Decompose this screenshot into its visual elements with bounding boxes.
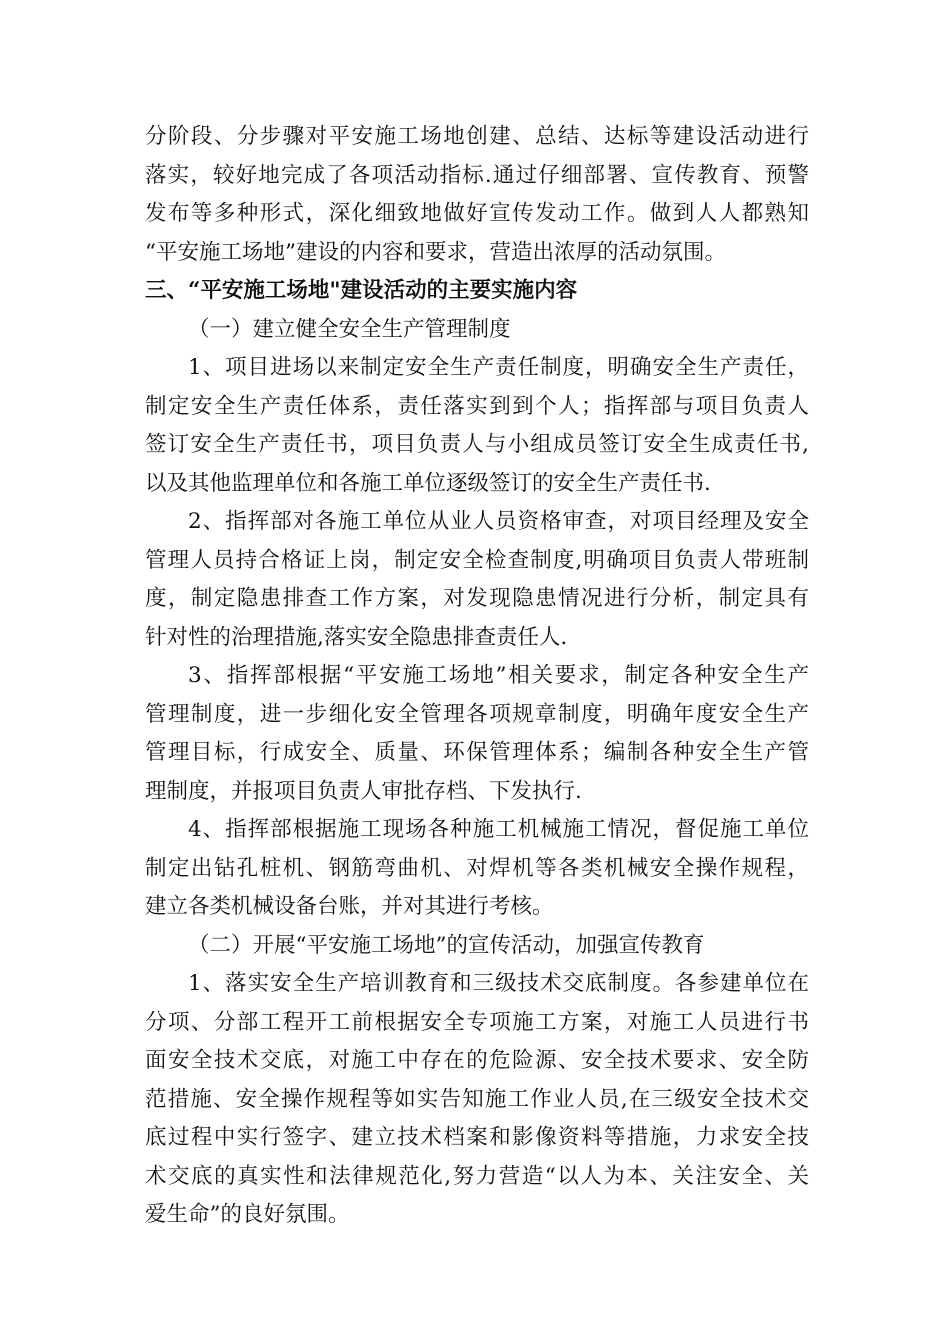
- text-line: 1、项目进场以来制定安全生产责任制度，明确安全生产责任，: [188, 355, 809, 380]
- text-line: 分项、分部工程开工前根据安全专项施工方案，对施工人员进行书: [145, 1009, 809, 1035]
- paragraph-item-1-1: [145, 349, 809, 503]
- text-line: 发布等多种形式，深化细致地做好宣传发动工作。做到人人都熟知: [145, 201, 809, 226]
- text-line: 度，制定隐患排查工作方案，对发现隐患情况进行分析，制定具有: [145, 586, 809, 611]
- text-line: 术交底的真实性和法律规范化,努力营造“以人为本、关注安全、关: [145, 1163, 809, 1189]
- text-line: 管理制度，进一步细化安全管理各项规章制度，明确年度安全生产: [145, 701, 809, 727]
- text-line: 落实，较好地完成了各项活动指标.通过仔细部署、宣传教育、预警: [145, 162, 809, 188]
- subsection-title-1: （一）建立健全安全生产管理制度: [188, 316, 511, 342]
- text-line: 建立各类机械设备台账，并对其进行考核。: [145, 894, 554, 919]
- text-line: 针对性的治理措施,落实安全隐患排查责任人.: [145, 624, 568, 650]
- paragraph-item-1-3: [145, 657, 809, 811]
- paragraph-item-2-1: [145, 965, 809, 1235]
- subsection-title-2: （二）开展“平安施工场地”的宣传活动，加强宣传教育: [188, 932, 705, 958]
- section-heading: 三、“平安施工场地"建设活动的主要实施内容: [145, 278, 578, 303]
- text-line: 范措施、安全操作规程等如实告知施工作业人员,在三级安全技术交: [145, 1086, 809, 1112]
- text-line: 理制度，并报项目负责人审批存档、下发执行.: [145, 778, 582, 804]
- text-line: 制定出钻孔桩机、钢筋弯曲机、对焊机等各类机械安全操作规程，: [145, 855, 809, 881]
- text-line: 签订安全生产责任书，项目负责人与小组成员签订安全生成责任书,: [145, 432, 809, 457]
- text-line: 2、指挥部对各施工单位从业人员资格审查，对项目经理及安全: [188, 509, 809, 534]
- text-line: “平安施工场地”建设的内容和要求，营造出浓厚的活动氛围。: [145, 239, 726, 265]
- text-line: 3、指挥部根据“平安施工场地”相关要求，制定各种安全生产: [188, 663, 809, 688]
- text-line: 爱生命”的良好氛围。: [145, 1202, 350, 1227]
- text-line: 底过程中实行签字、建立技术档案和影像资料等措施，力求安全技: [145, 1125, 809, 1150]
- document-page: [145, 118, 809, 1235]
- text-line: 制定安全生产责任体系，责任落实到到个人；指挥部与项目负责人: [145, 393, 809, 419]
- text-line: 面安全技术交底，对施工中存在的危险源、安全技术要求、安全防: [145, 1048, 809, 1073]
- text-line: 分阶段、分步骤对平安施工场地创建、总结、达标等建设活动进行: [145, 124, 809, 149]
- text-line: 管理目标，行成安全、质量、环保管理体系；编制各种安全生产管: [145, 740, 809, 765]
- text-line: 管理人员持合格证上岗，制定安全检查制度,明确项目负责人带班制: [145, 547, 809, 573]
- text-line: 1、落实安全生产培训教育和三级技术交底制度。各参建单位在: [188, 971, 809, 996]
- text-line: 4、指挥部根据施工现场各种施工机械施工情况，督促施工单位: [188, 817, 809, 842]
- text-line: 以及其他监理单位和各施工单位逐级签订的安全生产责任书.: [145, 470, 711, 496]
- paragraph-item-1-4: [145, 811, 809, 927]
- intro-paragraph: [145, 118, 809, 272]
- paragraph-item-1-2: [145, 503, 809, 657]
